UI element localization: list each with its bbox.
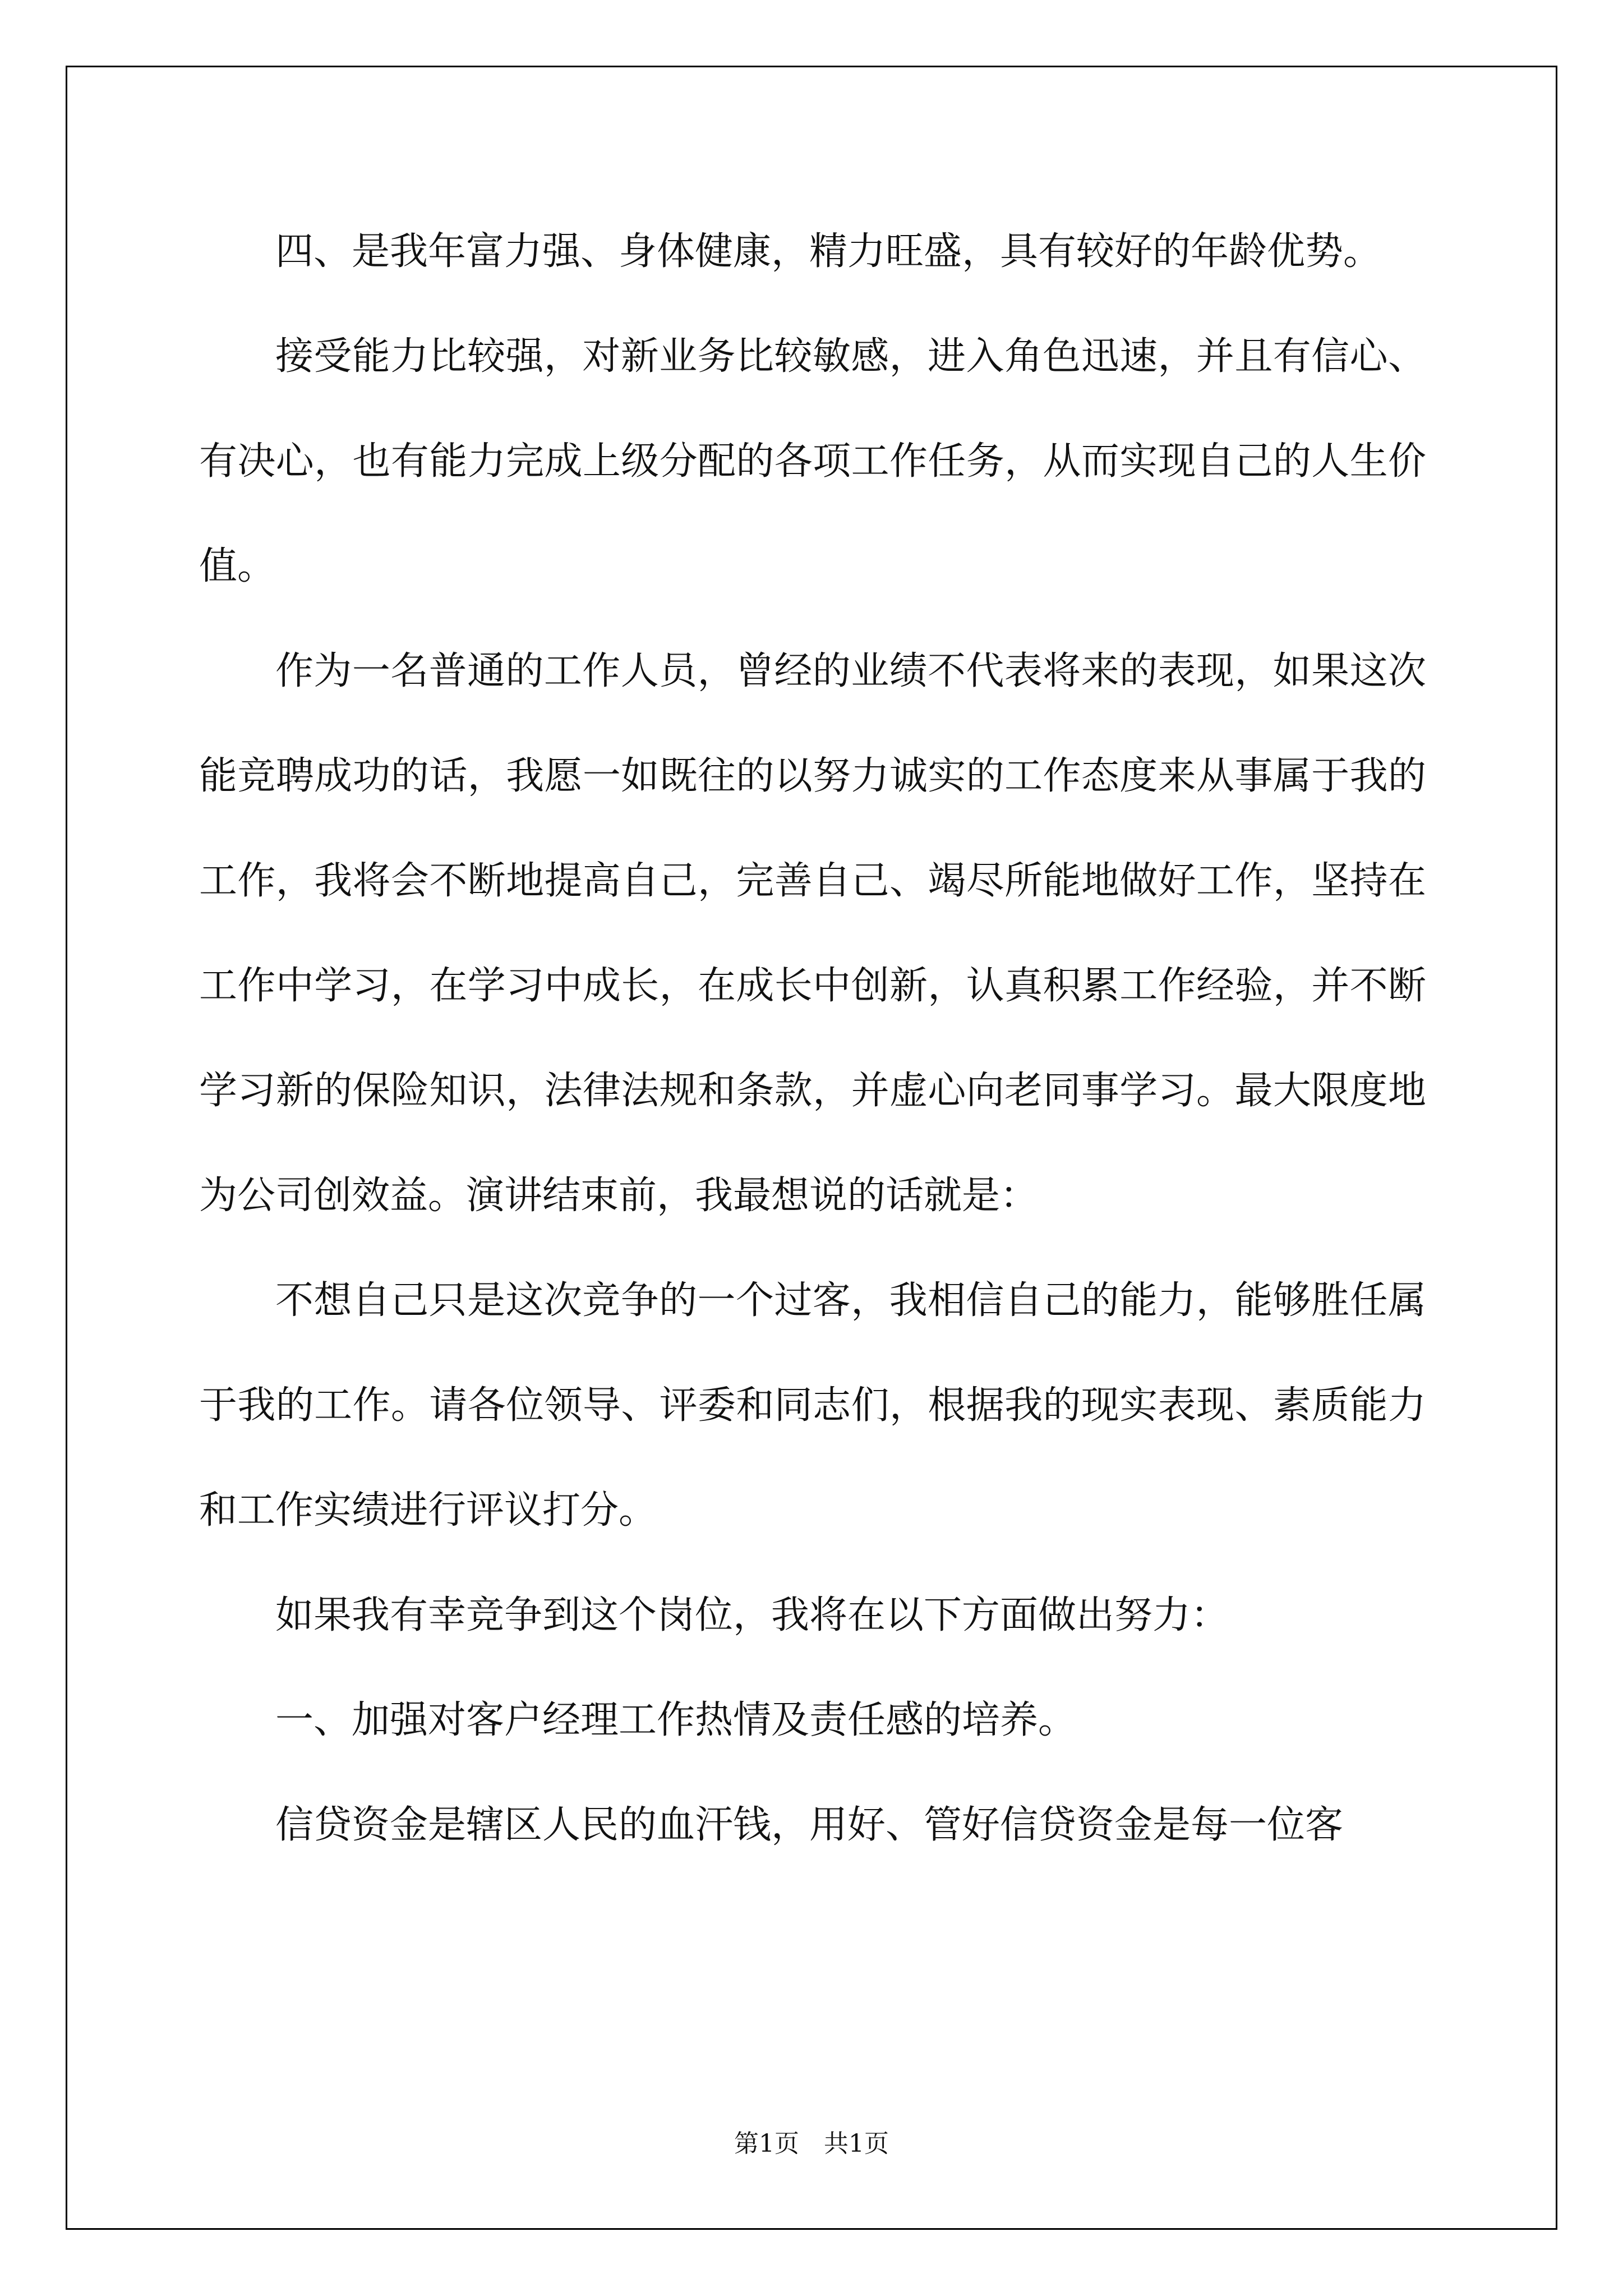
paragraph: 信贷资金是辖区人民的血汗钱，用好、管好信贷资金是每一位客	[275, 1803, 1344, 1847]
paragraph: 作为一名普通的工作人员，曾经的业绩不代表将来的表现，如果这次能竞聘成功的话，我愿一如既往的以努力诚实的工作态度来从事属于我的工作，我将会不断地提高自己，完善自己、竭尽所能地做好工作，坚持在工作中学习，在学习中成长，在成长中创新，认真积累工作经验，并不断学习新的保险知识，法律法规和条款，并虚心向老同事学习。最大限度地为公司创效益。演讲结束前，我最想说的话就是：	[199, 649, 1426, 1218]
page-footer: 第1页 共1页	[734, 2129, 889, 2158]
document-body	[199, 199, 1426, 1878]
paragraph: 一、加强对客户经理工作热情及责任感的培养。	[275, 1698, 1077, 1742]
paragraph: 四、是我年富力强、身体健康，精力旺盛，具有较好的年龄优势。	[275, 229, 1382, 274]
paragraph: 如果我有幸竞争到这个岗位，我将在以下方面做出努力：	[275, 1593, 1229, 1637]
paragraph: 不想自己只是这次竞争的一个过客，我相信自己的能力，能够胜任属于我的工作。请各位领导、评委和同志们，根据我的现实表现、素质能力和工作实绩进行评议打分。	[199, 1278, 1426, 1533]
paragraph: 接受能力比较强，对新业务比较敏感，进入角色迅速，并且有信心、有决心，也有能力完成上级分配的各项工作任务，从而实现自己的人生价值。	[199, 334, 1426, 588]
